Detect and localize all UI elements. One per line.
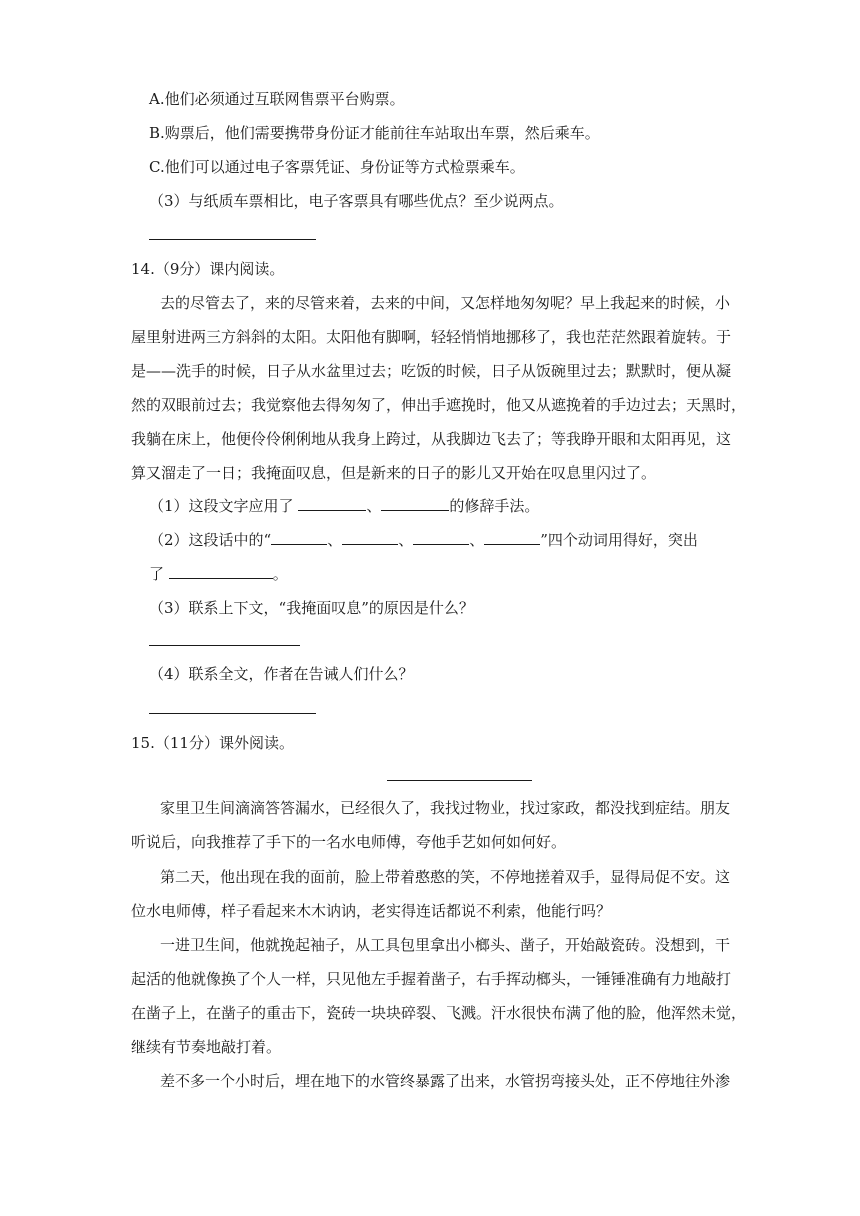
q14-sub3-prompt: （3）联系上下文，“我掩面叹息”的原因是什么？ xyxy=(149,599,474,617)
q15-title-blank[interactable] xyxy=(387,780,532,781)
q14-passage-line: 屋里射进两三方斜斜的太阳。太阳他有脚啊，轻轻悄悄地挪移了，我也茫茫然跟着旋转。于 xyxy=(131,328,732,346)
q14-sub2-separator: 、 xyxy=(327,531,343,549)
q14-sub1-prefix: （1）这段文字应用了 xyxy=(149,497,299,515)
q15-header: 15.（11分）课外阅读。 xyxy=(131,734,294,752)
q14-sub2-prefix: （2）这段话中的“ xyxy=(149,531,272,549)
q13-sub3-prompt: （3）与纸质车票相比，电子客票具有哪些优点？至少说两点。 xyxy=(149,192,564,210)
q14-sub1 xyxy=(149,496,539,516)
q14-sub2-blank-4[interactable] xyxy=(484,530,540,545)
q14-sub1-blank-1[interactable] xyxy=(298,496,366,511)
q14-sub1-suffix: 的修辞手法。 xyxy=(449,497,540,515)
q14-sub2 xyxy=(149,530,698,550)
q14-sub2-separator: 、 xyxy=(469,531,485,549)
q14-passage-line: 是——洗手的时候，日子从水盆里过去；吃饭的时候，日子从饭碗里过去；默默时，便从凝 xyxy=(131,362,732,380)
q14-sub2-continued xyxy=(149,564,288,584)
q15-passage-line: 差不多一个小时后，埋在地下的水管终暴露了出来，水管拐弯接头处，正不停地往外渗 xyxy=(160,1072,731,1090)
q15-passage-line: 位水电师傅，样子看起来木木讷讷，老实得连话都说不利索，他能行吗？ xyxy=(131,902,612,920)
q13-option-b: B.购票后，他们需要携带身份证才能前往车站取出车票，然后乘车。 xyxy=(149,124,600,142)
q14-sub4-answer-line[interactable] xyxy=(149,713,316,714)
q15-passage-line: 家里卫生间滴滴答答漏水，已经很久了，我找过物业，找过家政，都没找到症结。朋友 xyxy=(160,799,731,817)
q15-passage-line: 第二天，他出现在我的面前，脸上带着憨憨的笑，不停地搓着双手，显得局促不安。这 xyxy=(160,868,731,886)
q13-option-c: C.他们可以通过电子客票凭证、身份证等方式检票乘车。 xyxy=(149,158,525,176)
q15-passage-line: 一进卫生间，他就挽起袖子，从工具包里拿出小榔头、凿子，开始敲瓷砖。没想到，干 xyxy=(160,936,731,954)
q15-passage-line: 起活的他就像换了个人一样，只见他左手握着凿子，右手挥动榔头，一锤锤准确有力地敲打 xyxy=(131,970,732,988)
q13-sub3-answer-line[interactable] xyxy=(149,239,316,240)
q15-passage-line: 继续有节奏地敲打着。 xyxy=(131,1038,282,1056)
q14-sub2-blank-3[interactable] xyxy=(413,530,469,545)
q14-sub2-separator: 、 xyxy=(398,531,414,549)
q15-passage-line: 在凿子上，在凿子的重击下，瓷砖一块块碎裂、飞溅。汗水很快布满了他的脸，他浑然未觉， xyxy=(131,1004,747,1022)
q14-sub1-separator: 、 xyxy=(366,497,382,515)
q15-passage-line: 听说后，向我推荐了手下的一名水电师傅，夸他手艺如何如何好。 xyxy=(131,833,567,851)
q14-sub2-line2-suffix: 。 xyxy=(272,565,288,583)
q14-sub2-blank-5[interactable] xyxy=(169,564,273,579)
q13-option-a: A.他们必须通过互联网售票平台购票。 xyxy=(149,90,405,108)
q14-passage-line: 去的尽管去了，来的尽管来着，去来的中间，又怎样地匆匆呢？早上我起来的时候，小 xyxy=(160,294,731,312)
q14-sub2-line2-prefix: 了 xyxy=(149,565,169,583)
q14-passage-line: 算又溜走了一日；我掩面叹息，但是新来的日子的影儿又开始在叹息里闪过了。 xyxy=(131,464,657,482)
q14-sub2-blank-2[interactable] xyxy=(342,530,398,545)
q14-sub4-prompt: （4）联系全文，作者在告诫人们什么？ xyxy=(149,665,414,683)
q14-sub1-blank-2[interactable] xyxy=(381,496,449,511)
q14-header: 14.（9分）课内阅读。 xyxy=(131,260,285,278)
q14-sub2-suffix: ”四个动词用得好，突出 xyxy=(540,531,698,549)
q14-passage-line: 我躺在床上，他便伶伶俐俐地从我身上跨过，从我脚边飞去了；等我睁开眼和太阳再见，这 xyxy=(131,430,732,448)
q14-sub2-blank-1[interactable] xyxy=(271,530,327,545)
q14-sub3-answer-line[interactable] xyxy=(149,645,300,646)
q14-passage-line: 然的双眼前过去；我觉察他去得匆匆了，伸出手遮挽时，他又从遮挽着的手边过去；天黑时， xyxy=(131,396,747,414)
